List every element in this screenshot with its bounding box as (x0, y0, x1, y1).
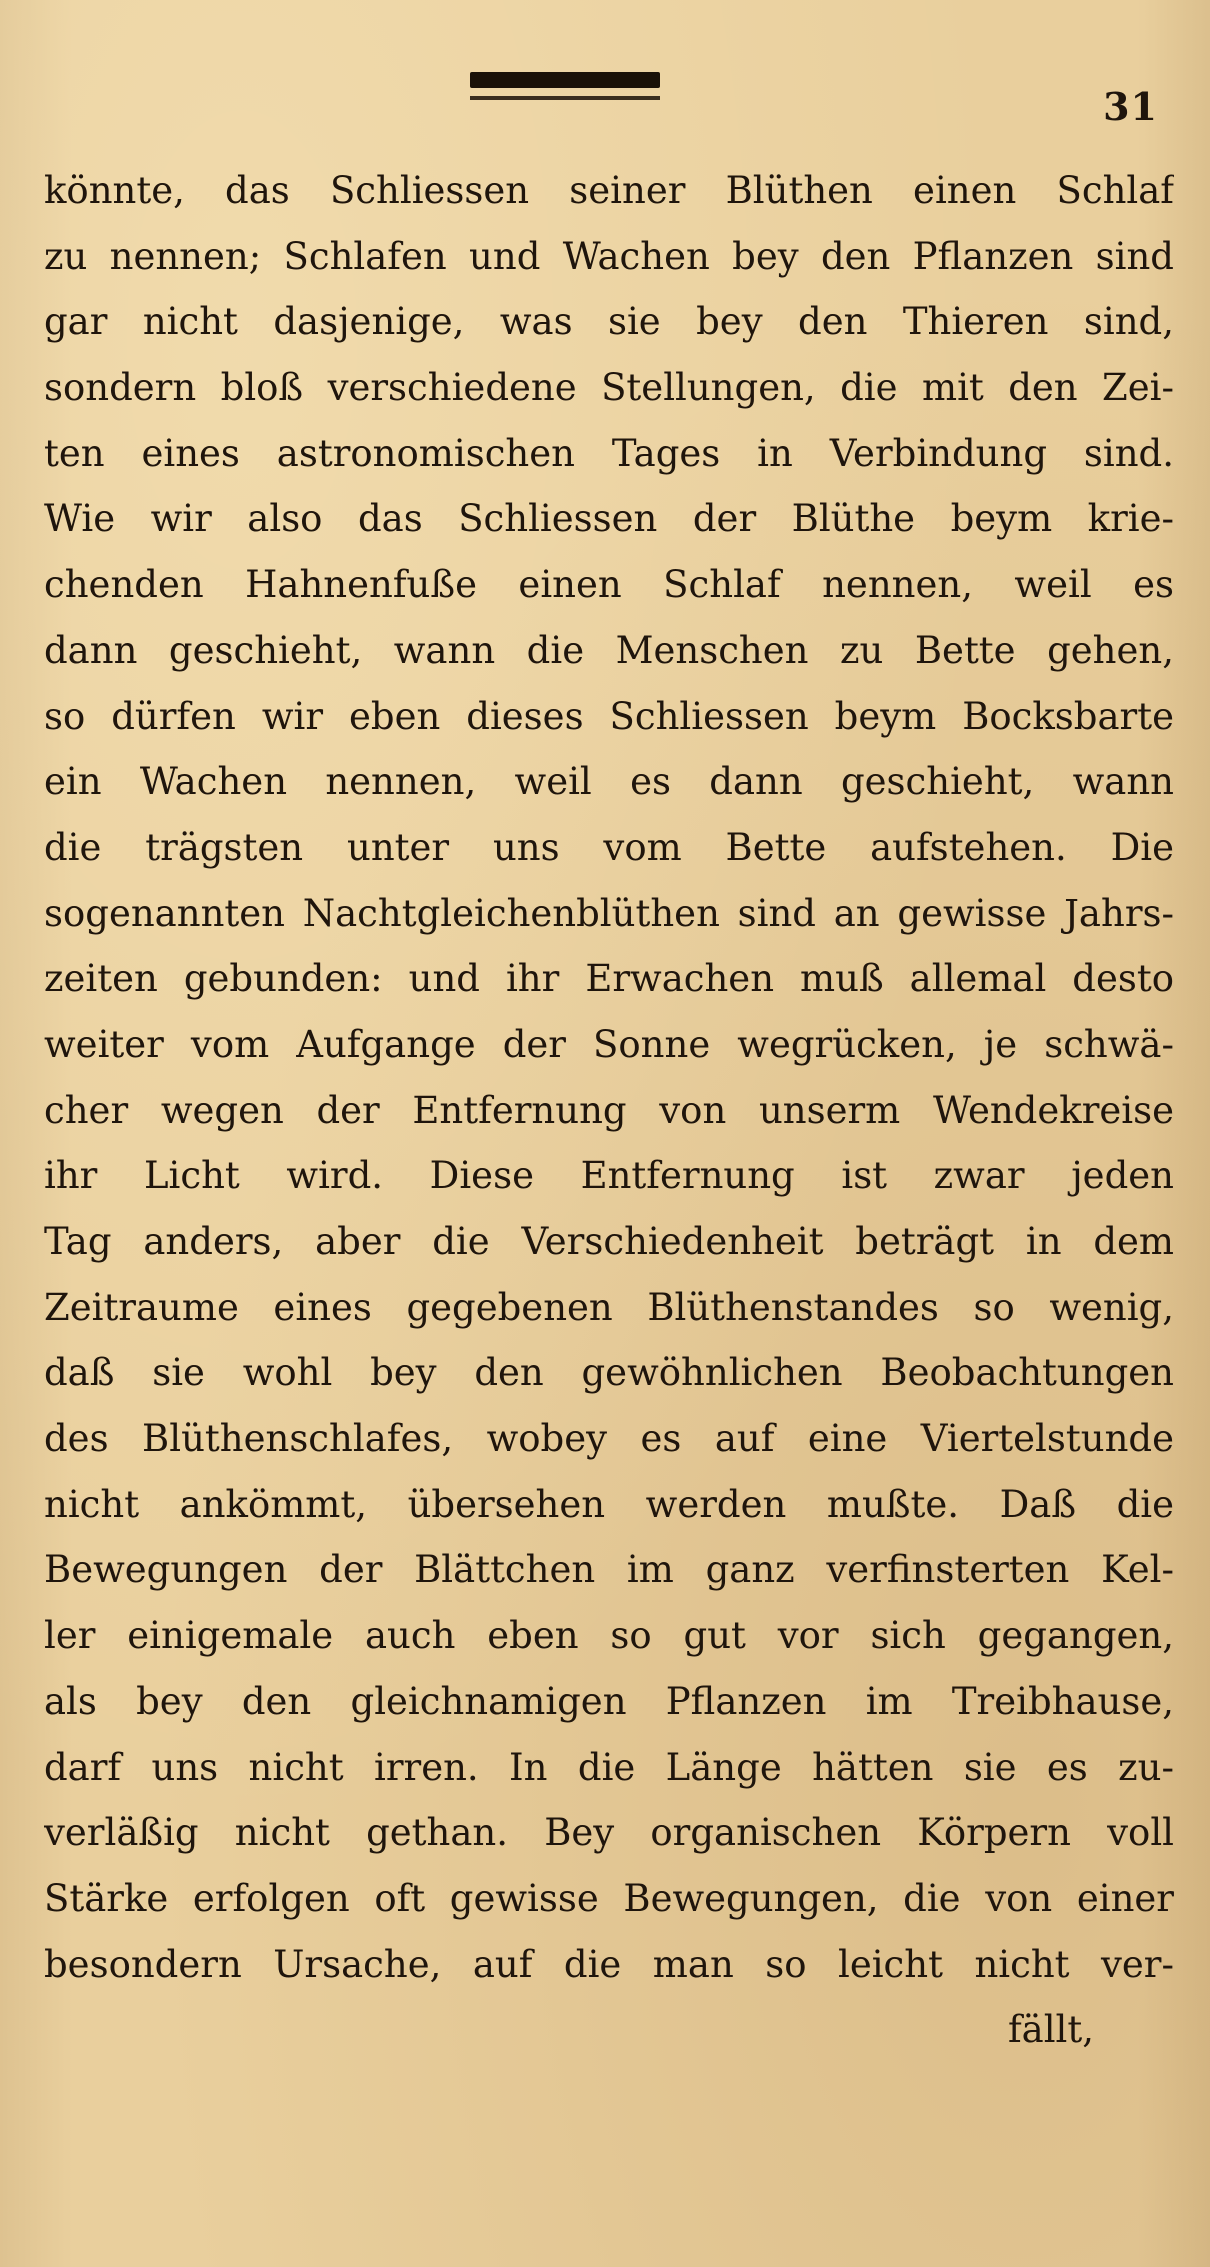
text-line: Zeitraume eines gegebenen Blüthenstandes so wenig, (44, 1285, 1174, 1329)
text-line: dann geschieht, wann die Menschen zu Bette gehen, (44, 628, 1174, 672)
text-line: nicht ankömmt, übersehen werden mußte. Daß die (44, 1482, 1174, 1526)
text-line: könnte, das Schliessen seiner Blüthen einen Schlaf (44, 169, 1174, 212)
text-line: sondern bloß verschiedene Stellungen, die mit den Zei- (44, 366, 1174, 410)
text-line: ler einigemale auch eben so gut vor sich gegangen, (44, 1614, 1174, 1658)
text-line: zu nennen; Schlafen und Wachen bey den Pflanzen sind (44, 234, 1174, 278)
text-line: Bewegungen der Blättchen im ganz verfinsterten Kel- (44, 1548, 1174, 1592)
text-line: ein Wachen nennen, weil es dann geschieht, wann (44, 760, 1174, 804)
text-line: gar nicht dasjenige, was sie bey den Thieren sind, (44, 300, 1174, 344)
page-number: 31 (1103, 84, 1158, 129)
text-line: des Blüthenschlafes, wobey es auf eine Viertelstunde (44, 1417, 1174, 1461)
text-line: Tag anders, aber die Verschiedenheit beträgt in dem (44, 1220, 1174, 1263)
header-rule-thin (470, 96, 660, 100)
catchword: fällt, (1007, 2008, 1094, 2052)
text-line: Wie wir also das Schliessen der Blüthe beym krie- (44, 497, 1174, 541)
text-line: darf uns nicht irren. In die Länge hätten sie es zu- (44, 1745, 1174, 1789)
text-line: ihr Licht wird. Diese Entfernung ist zwar jeden (44, 1154, 1174, 1198)
text-line: sogenannten Nachtgleichenblüthen sind an gewisse Jahrs- (44, 891, 1174, 935)
text-line: als bey den gleichnamigen Pflanzen im Treibhause, (44, 1679, 1174, 1723)
text-line: zeiten gebunden: und ihr Erwachen muß allemal desto (44, 957, 1174, 1001)
text-line: ten eines astronomischen Tages in Verbindung sind. (44, 431, 1174, 475)
text-line: weiter vom Aufgange der Sonne wegrücken, je schwä- (44, 1022, 1174, 1066)
text-line: verläßig nicht gethan. Bey organischen Körpern voll (44, 1811, 1174, 1855)
body-text (44, 158, 1174, 2063)
text-line: chenden Hahnenfuße einen Schlaf nennen, weil es (44, 563, 1174, 607)
text-line: cher wegen der Entfernung von unserm Wendekreise (44, 1088, 1174, 1132)
text-line: die trägsten unter uns vom Bette aufstehen. Die (44, 825, 1174, 869)
text-line: Stärke erfolgen oft gewisse Bewegungen, die von einer (44, 1876, 1174, 1920)
text-line: besondern Ursache, auf die man so leicht nicht ver- (44, 1942, 1174, 1986)
text-line: daß sie wohl bey den gewöhnlichen Beobachtungen (44, 1351, 1174, 1395)
text-line: so dürfen wir eben dieses Schliessen beym Bocksbarte (44, 694, 1174, 738)
header-rule (470, 72, 660, 88)
